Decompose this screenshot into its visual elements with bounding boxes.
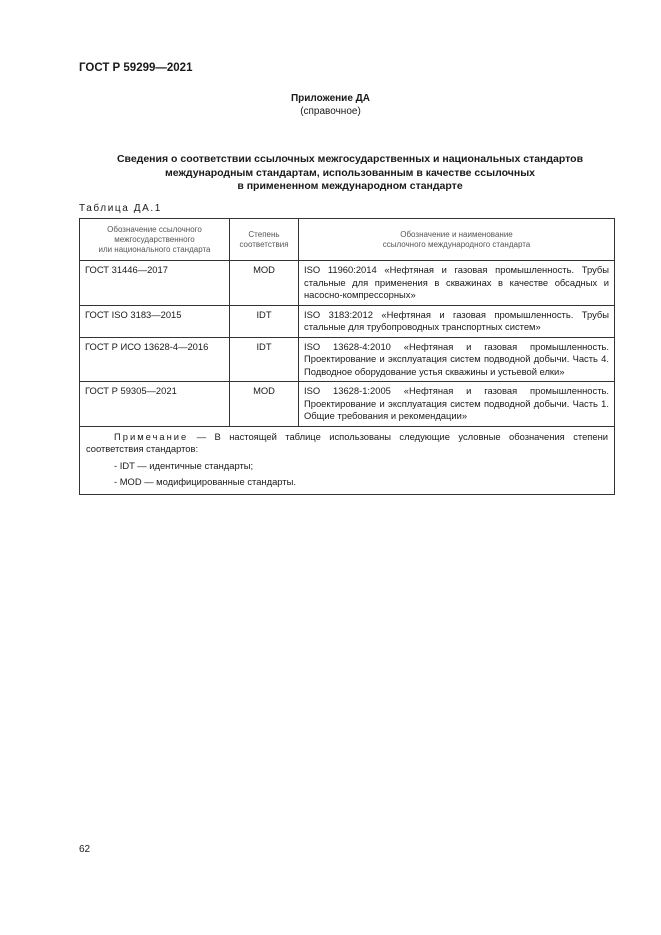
table-note-row xyxy=(80,426,615,494)
cell-standard: ГОСТ Р 59305—2021 xyxy=(80,382,230,427)
cell-international: ISO 11960:2014 «Нефтяная и газовая промышленность. Трубы стальные для применения в скважинах в качестве обсадных и насосно-компрессорных» xyxy=(299,261,615,306)
cell-degree: IDT xyxy=(230,305,299,337)
section-title-line: Сведения о соответствии ссылочных межгосударственных и национальных стандартов xyxy=(116,153,584,165)
section-title xyxy=(90,153,610,194)
cell-degree: IDT xyxy=(230,337,299,382)
table-row xyxy=(80,382,615,427)
table-row xyxy=(80,337,615,382)
cell-international: ISO 13628-4:2010 «Нефтяная и газовая промышленность. Проектирование и эксплуатация систем подводной добычи. Часть 4. Подводное оборудование устья скважины и устьевой елки» xyxy=(299,337,615,382)
cell-international: ISO 13628-1:2005 «Нефтяная и газовая промышленность. Проектирование и эксплуатация систем подводной добычи. Часть 1. Общие требования и рекомендации» xyxy=(299,382,615,427)
section-title-line: международным стандартам, использованным в качестве ссылочных xyxy=(164,166,535,179)
table-row xyxy=(80,261,615,306)
cell-standard: ГОСТ Р ИСО 13628-4—2016 xyxy=(80,337,230,382)
table-note xyxy=(80,426,615,494)
header-degree: Степень соответствия xyxy=(230,219,299,261)
section-title-line: в примененном международном стандарте xyxy=(237,180,463,192)
correspondence-table xyxy=(79,218,615,495)
note-label: Примечание xyxy=(114,430,189,442)
document-code: ГОСТ Р 59299—2021 xyxy=(79,62,193,74)
page-number: 62 xyxy=(79,844,91,855)
annex-title: Приложение ДА xyxy=(290,93,371,104)
table-header-row xyxy=(80,219,615,261)
note-item: - MOD — модифицированные стандарты. xyxy=(114,476,296,487)
cell-international: ISO 3183:2012 «Нефтяная и газовая промышленность. Трубы стальные для трубопроводных транспортных систем» xyxy=(299,305,615,337)
cell-standard: ГОСТ ISO 3183—2015 xyxy=(80,305,230,337)
annex-heading xyxy=(0,92,661,118)
annex-subtitle: (справочное) xyxy=(300,106,361,117)
cell-degree: MOD xyxy=(230,382,299,427)
note-item: - IDT — идентичные стандарты; xyxy=(114,459,254,471)
header-standard: Обозначение ссылочного межгосударственного или национального стандарта xyxy=(80,219,230,261)
note-text: — В настоящей таблице использованы следующие условные обозначения степени соответствия стандартов: xyxy=(86,430,608,454)
header-international: Обозначение и наименование ссылочного международного стандарта xyxy=(299,219,615,261)
table-row xyxy=(80,305,615,337)
table-label: Таблица ДА.1 xyxy=(79,203,162,214)
cell-standard: ГОСТ 31446—2017 xyxy=(80,261,230,306)
cell-degree: MOD xyxy=(230,261,299,306)
